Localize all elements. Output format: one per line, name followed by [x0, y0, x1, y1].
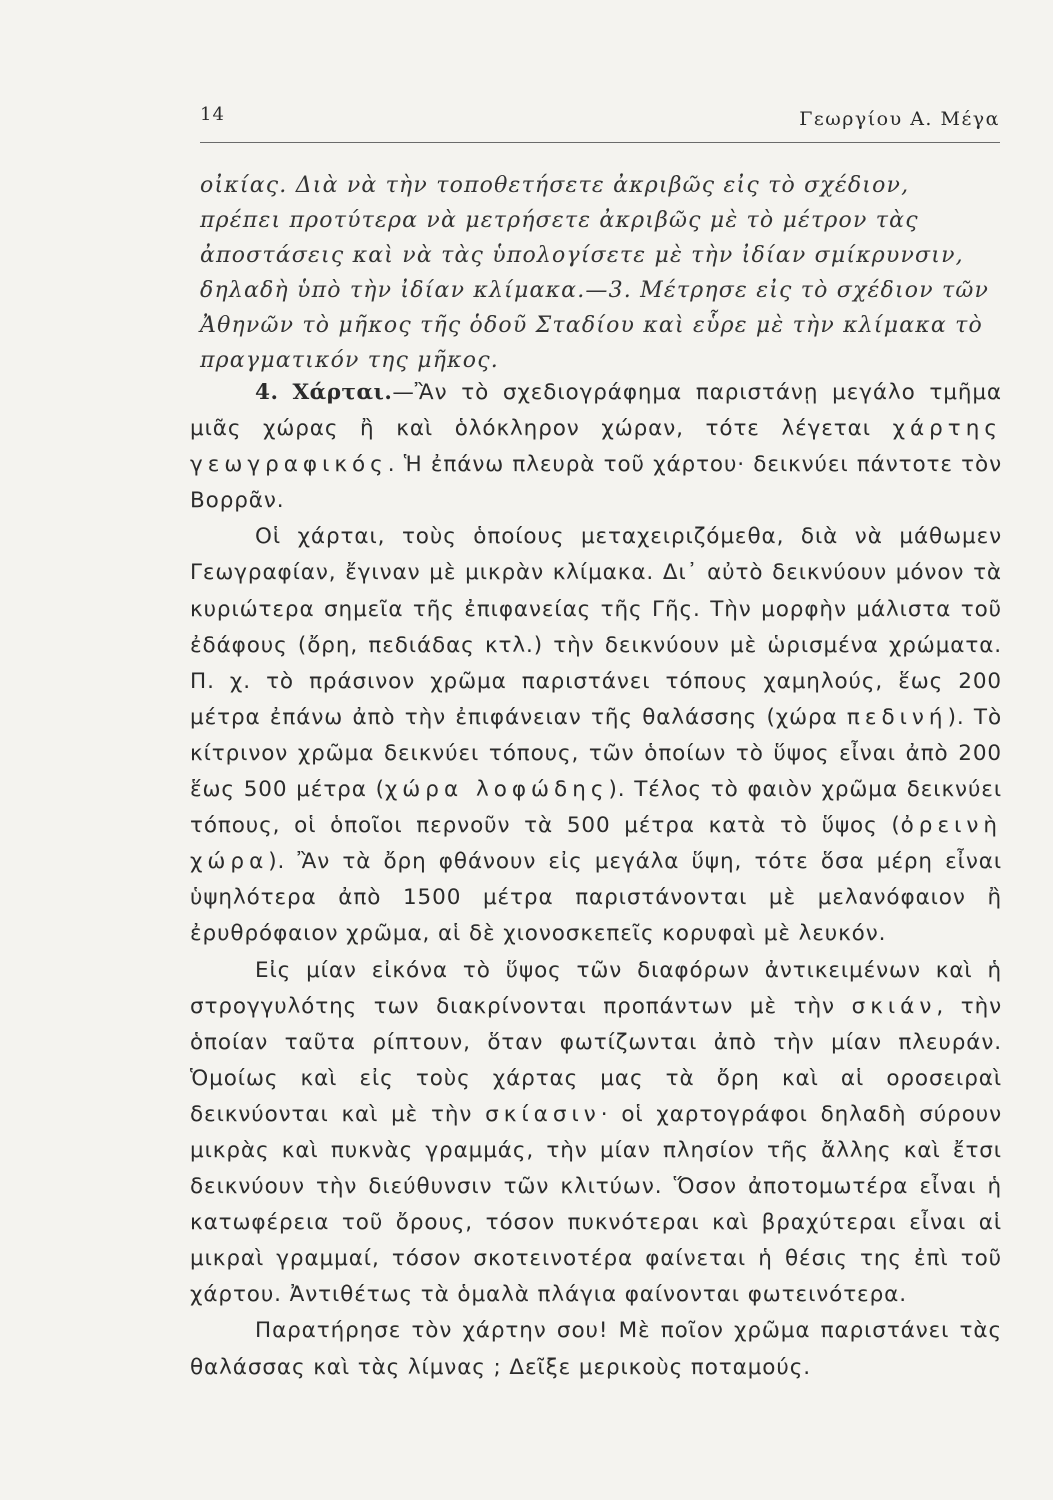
term-chora-lofodis: χώρα λοφώδης [384, 777, 609, 803]
term-chartis-geografikos: χάρτης γεωγραφικός [190, 416, 1002, 478]
page-number: 14 [200, 104, 225, 125]
page-header [200, 100, 1000, 143]
paragraph-2-text-d: ). Ἂν τὰ ὄρη φθάνουν εἰς μεγάλα ὕψη, τότε ὅσα μέρη εἶναι ὑψηλότερα ἀπὸ 1500 μέτρα παριστάνονται μὲ μελανόφαιον ἢ ἐρυθρόφαιον χρῶμα, αἱ δὲ χιονοσκεπεῖς κορυφαὶ μὲ λευκόν. [190, 849, 1002, 947]
paragraph-2-text-a: Οἱ χάρται, τοὺς ὁποίους μεταχειριζόμεθα, διὰ νὰ μάθωμεν Γεωγραφίαν, ἔγιναν μὲ μικρὰν κλίμακα. Δι᾽ αὐτὸ δεικνύουν μόνον τὰ κυριώτερα σημεῖα τῆς ἐπιφανείας τῆς Γῆς. Τὴν μορφὴν μάλιστα τοῦ ἐδάφους (ὄρη, πεδιάδας κτλ.) τὴν δεικνύουν μὲ ὡρισμένα χρώματα. Π. χ. τὸ πράσινον χρῶμα παριστάνει τόπους χαμηλούς, ἕως 200 μέτρα ἐπάνω ἀπὸ τὴν ἐπιφάνειαν τῆς θαλάσσης (χώρα [190, 524, 1002, 730]
exercise-text-block [200, 168, 990, 378]
paragraph-3-text-c: · οἱ χαρτογράφοι δηλαδὴ σύρουν μικρὰς καὶ πυκνὰς γραμμάς, τὴν μίαν πλησίον τῆς ἄλλης καὶ ἔτσι δεικνύουν τὴν διεύθυνσιν τῶν κλιτύων. Ὅσον ἀποτομωτέρα εἶναι ἡ κατωφέρεια τοῦ ὄρους, τόσον πυκνότεραι καὶ βραχύτεραι εἶναι αἱ μικραὶ γραμμαί, τόσον σκοτεινοτέρα φαίνεται ἡ θέσις της ἐπὶ τοῦ χάρτου. Ἀντιθέτως τὰ ὁμαλὰ πλάγια φαίνονται φωτεινότερα. [190, 1101, 1002, 1308]
section-body [190, 375, 1002, 1386]
term-pedini: πεδινή [846, 704, 948, 730]
term-skiasin: σκίασιν [485, 1101, 601, 1127]
paragraph-1-text-b: . Ἡ ἐπάνω πλευρὰ τοῦ χάρτου· δεικνύει πάντοτε τὸν Βορρᾶν. [190, 452, 1002, 514]
section-title: 4. Χάρται. [255, 380, 393, 405]
paragraph-3-text-a: Εἰς μίαν εἰκόνα τὸ ὕψος τῶν διαφόρων ἀντικειμένων καὶ ἡ στρογγυλότης των διακρίνονται προπάντων μὲ τὴν [190, 957, 1002, 1019]
paragraph-2-text-c: ). Τέλος τὸ φαιὸν χρῶμα δεικνύει τόπους, οἱ ὁποῖοι περνοῦν τὰ 500 μέτρα κατὰ τὸ ὕψος ( [190, 777, 1003, 839]
section-paragraph-3 [190, 953, 1002, 1314]
paragraph-2-text-b: ). Τὸ κίτρινον χρῶμα δεικνύει τόπους, τῶν ὁποίων τὸ ὕψος εἶναι ἀπὸ 200 ἕως 500 μέτρα ( [190, 704, 1002, 803]
section-paragraph-2 [190, 519, 1002, 952]
paragraph-1-text-a: —Ἂν τὸ σχεδιογράφημα παριστάνῃ μεγάλο τμῆμα μιᾶς χώρας ἢ καὶ ὁλόκληρον χώραν, τότε λέγεται [190, 380, 1002, 442]
section-paragraph-1 [190, 375, 1002, 519]
running-head: Γεωργίου Α. Μέγα [799, 108, 1000, 130]
term-skian: σκιάν [851, 993, 937, 1019]
paragraph-3-text-b: , τὴν ὁποίαν ταῦτα ρίπτουν, ὅταν φωτίζωνται ἀπὸ τὴν μίαν πλευράν. Ὁμοίως καὶ εἰς τοὺς χάρτας μας τὰ ὄρη καὶ αἱ οροσειραὶ δεικνύονται καὶ μὲ τὴν [190, 993, 1003, 1127]
section-paragraph-4: Παρατήρησε τὸν χάρτην σου! Μὲ ποῖον χρῶμα παριστάνει τὰς θαλάσσας καὶ τὰς λίμνας ; Δεῖξε μερικοὺς ποταμούς. [190, 1318, 1002, 1380]
term-oreini-chora: ὀρεινὴ χώρα [190, 813, 1002, 875]
exercise-paragraph: οἰκίας. Διὰ νὰ τὴν τοποθετήσετε ἀκριβῶς εἰς τὸ σχέδιον, πρέπει προτύτερα νὰ μετρήσετε ἀκριβῶς μὲ τὸ μέτρον τὰς ἀποστάσεις καὶ νὰ τὰς ὑπολογίσετε μὲ τὴν ἰδίαν σμίκρυνσιν, δηλαδὴ ὑπὸ τὴν ἰδίαν κλίμακα.—3. Μέτρησε εἰς τὸ σχέδιον τῶν Ἀθηνῶν τὸ μῆκος τῆς ὁδοῦ Σταδίου καὶ εὗρε μὲ τὴν κλίμακα τὸ πραγματικόν της μῆκος. [200, 173, 990, 373]
